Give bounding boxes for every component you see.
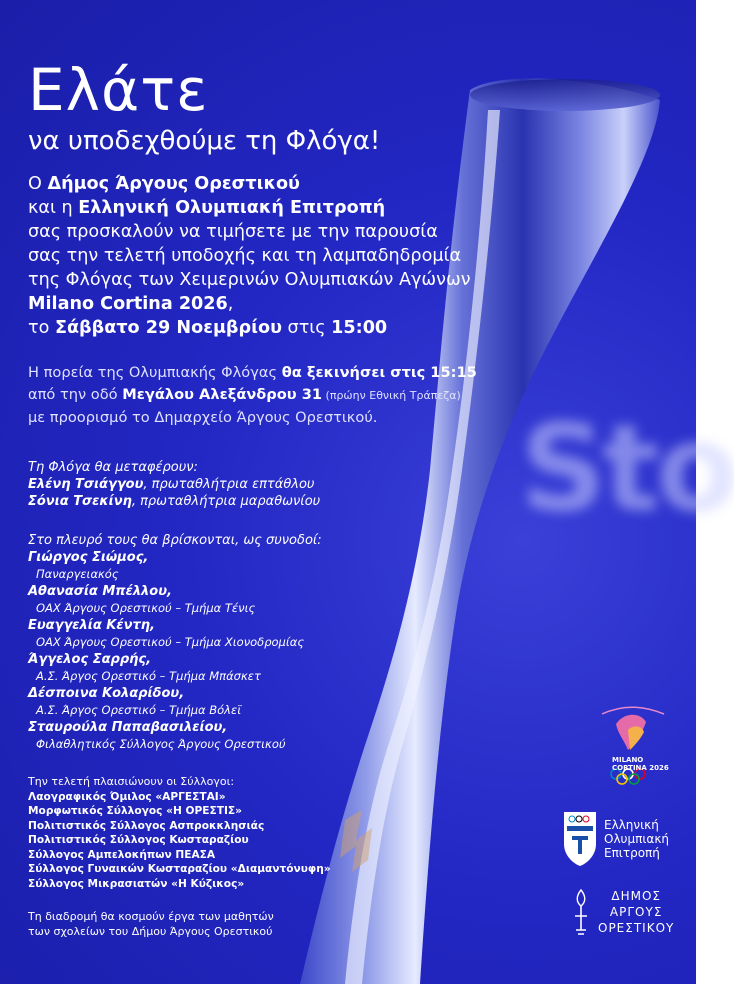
intro-text: ,: [227, 294, 234, 314]
intro-text: της Φλόγας των Χειμερινών Ολυμπιακών Αγώνων: [28, 270, 471, 290]
escort-club: Α.Σ. Άργος Ορεστικό – Τμήμα Βόλεϊ: [36, 703, 242, 717]
blurred-background-text: Sto: [520, 400, 734, 539]
club-item: Μορφωτικός Σύλλογος «Η ΟΡΕΣΤΙΣ»: [28, 805, 242, 817]
torch-relay-label: MILANO CORTINA 2026: [612, 756, 669, 772]
event-time: 15:00: [331, 318, 388, 338]
escort-club: Α.Σ. Άργος Ορεστικό – Τμήμα Μπάσκετ: [36, 669, 261, 683]
escort-club: Φιλαθλητικός Σύλλογος Άργους Ορεστικού: [36, 737, 286, 751]
hellenic-olympic-committee-logo: [562, 810, 692, 870]
hoc-name: Ελληνική Ολυμπιακή Επιτροπή: [604, 818, 669, 860]
escort-name: Άγγελος Σαρρής,: [28, 652, 152, 667]
page-title: Ελάτε: [28, 56, 209, 124]
closing-text: των σχολείων του Δήμου Άργους Ορεστικού: [28, 925, 273, 938]
committee-name: Ελληνική Ολυμπιακή Επιτροπή: [78, 198, 386, 218]
intro-text: στις: [281, 318, 332, 338]
intro-text: και η: [28, 198, 79, 218]
intro-text: σας προσκαλούν να τιμήσετε με την παρουσία: [28, 222, 438, 242]
page-subtitle: να υποδεχθούμε τη Φλόγα!: [28, 126, 381, 156]
clubs-section: [28, 775, 498, 891]
start-time: θα ξεκινήσει στις 15:15: [281, 364, 477, 381]
escort-club: ΟΑΧ Άργους Ορεστικού – Τμήμα Χιονοδρομίας: [36, 635, 305, 649]
intro-text: Ο: [28, 174, 48, 194]
list-item: [28, 493, 498, 510]
municipality-logo: [570, 886, 690, 946]
torch-top-opening: [470, 79, 660, 111]
event-name: Milano Cortina 2026: [28, 294, 228, 314]
escort-name: Ευαγγελία Κέντη,: [28, 618, 155, 633]
municipality-name-logo: ΔΗΜΟΣ ΑΡΓΟΥΣ ΟΡΕΣΤΙΚΟΥ: [598, 889, 675, 935]
route-text: με προορισμό το Δημαρχείο Άργους Ορεστικού.: [28, 409, 378, 426]
start-street: Μεγάλου Αλεξάνδρου 31: [122, 386, 323, 403]
route-text: Η πορεία της Ολυμπιακής Φλόγας: [28, 364, 282, 381]
carriers-heading: Τη Φλόγα θα μεταφέρουν:: [28, 460, 198, 475]
street-note: (πρώην Εθνική Τράπεζα): [322, 389, 461, 402]
municipality-emblem-icon: [570, 886, 592, 938]
event-date: Σάββατο 29 Νοεμβρίου: [54, 318, 282, 338]
carrier-name: Ελένη Τσιάγγου: [28, 477, 144, 492]
carrier-role: , πρωταθλήτρια μαραθωνίου: [131, 494, 321, 509]
carriers-section: [28, 459, 498, 510]
club-item: Λαογραφικός Όμιλος «ΑΡΓΕΣΤΑΙ»: [28, 790, 226, 803]
carrier-role: , πρωταθλήτρια επτάθλου: [143, 477, 315, 492]
club-item: Σύλλογος Μικρασιατών «Η Κύζικος»: [28, 877, 245, 890]
club-item: Σύλλογος Αμπελοκήπων ΠΕΑΣΑ: [28, 848, 216, 861]
torch-relay-logo: [594, 700, 670, 796]
invitation-text: [28, 58, 498, 939]
torch-relay-icon: [594, 700, 670, 796]
list-item: [28, 476, 498, 493]
closing-note: [28, 909, 498, 939]
clubs-heading: Την τελετή πλαισιώνουν οι Σύλλογοι:: [28, 775, 235, 788]
club-item: Πολιτιστικός Σύλλογος Κωσταραζίου: [28, 834, 249, 846]
intro-paragraph: [28, 172, 498, 340]
route-text: από την οδό: [28, 386, 123, 403]
escort-club: Παναργειακός: [36, 567, 119, 581]
escorts-section: [28, 532, 498, 753]
escorts-heading: Στο πλευρό τους θα βρίσκονται, ως συνοδοί:: [28, 533, 322, 548]
escort-name: Γιώργος Σιώμος,: [28, 550, 149, 565]
escort-name: Δέσποινα Κολαρίδου,: [28, 686, 185, 701]
escort-club: ΟΑΧ Άργους Ορεστικού – Τμήμα Τένις: [36, 601, 256, 615]
escort-name: Αθανασία Μπέλλου,: [28, 584, 172, 599]
escort-name: Σταυρούλα Παπαβασιλείου,: [28, 720, 228, 735]
club-item: Σύλλογος Γυναικών Κωσταραζίου «Διαμαντόνυφη»: [28, 863, 331, 875]
intro-text: σας την τελετή υποδοχής και τη λαμπαδηδρομία: [28, 246, 462, 266]
closing-text: Τη διαδρομή θα κοσμούν έργα των μαθητών: [28, 910, 274, 923]
olympic-shield-icon: [562, 810, 598, 868]
club-item: Πολιτιστικός Σύλλογος Ασπροκκλησιάς: [28, 819, 265, 832]
intro-text: το: [28, 318, 55, 338]
route-paragraph: [28, 362, 498, 429]
municipality-name: Δήμος Άργους Ορεστικού: [47, 174, 300, 194]
carrier-name: Σόνια Τσεκίνη: [28, 494, 132, 509]
